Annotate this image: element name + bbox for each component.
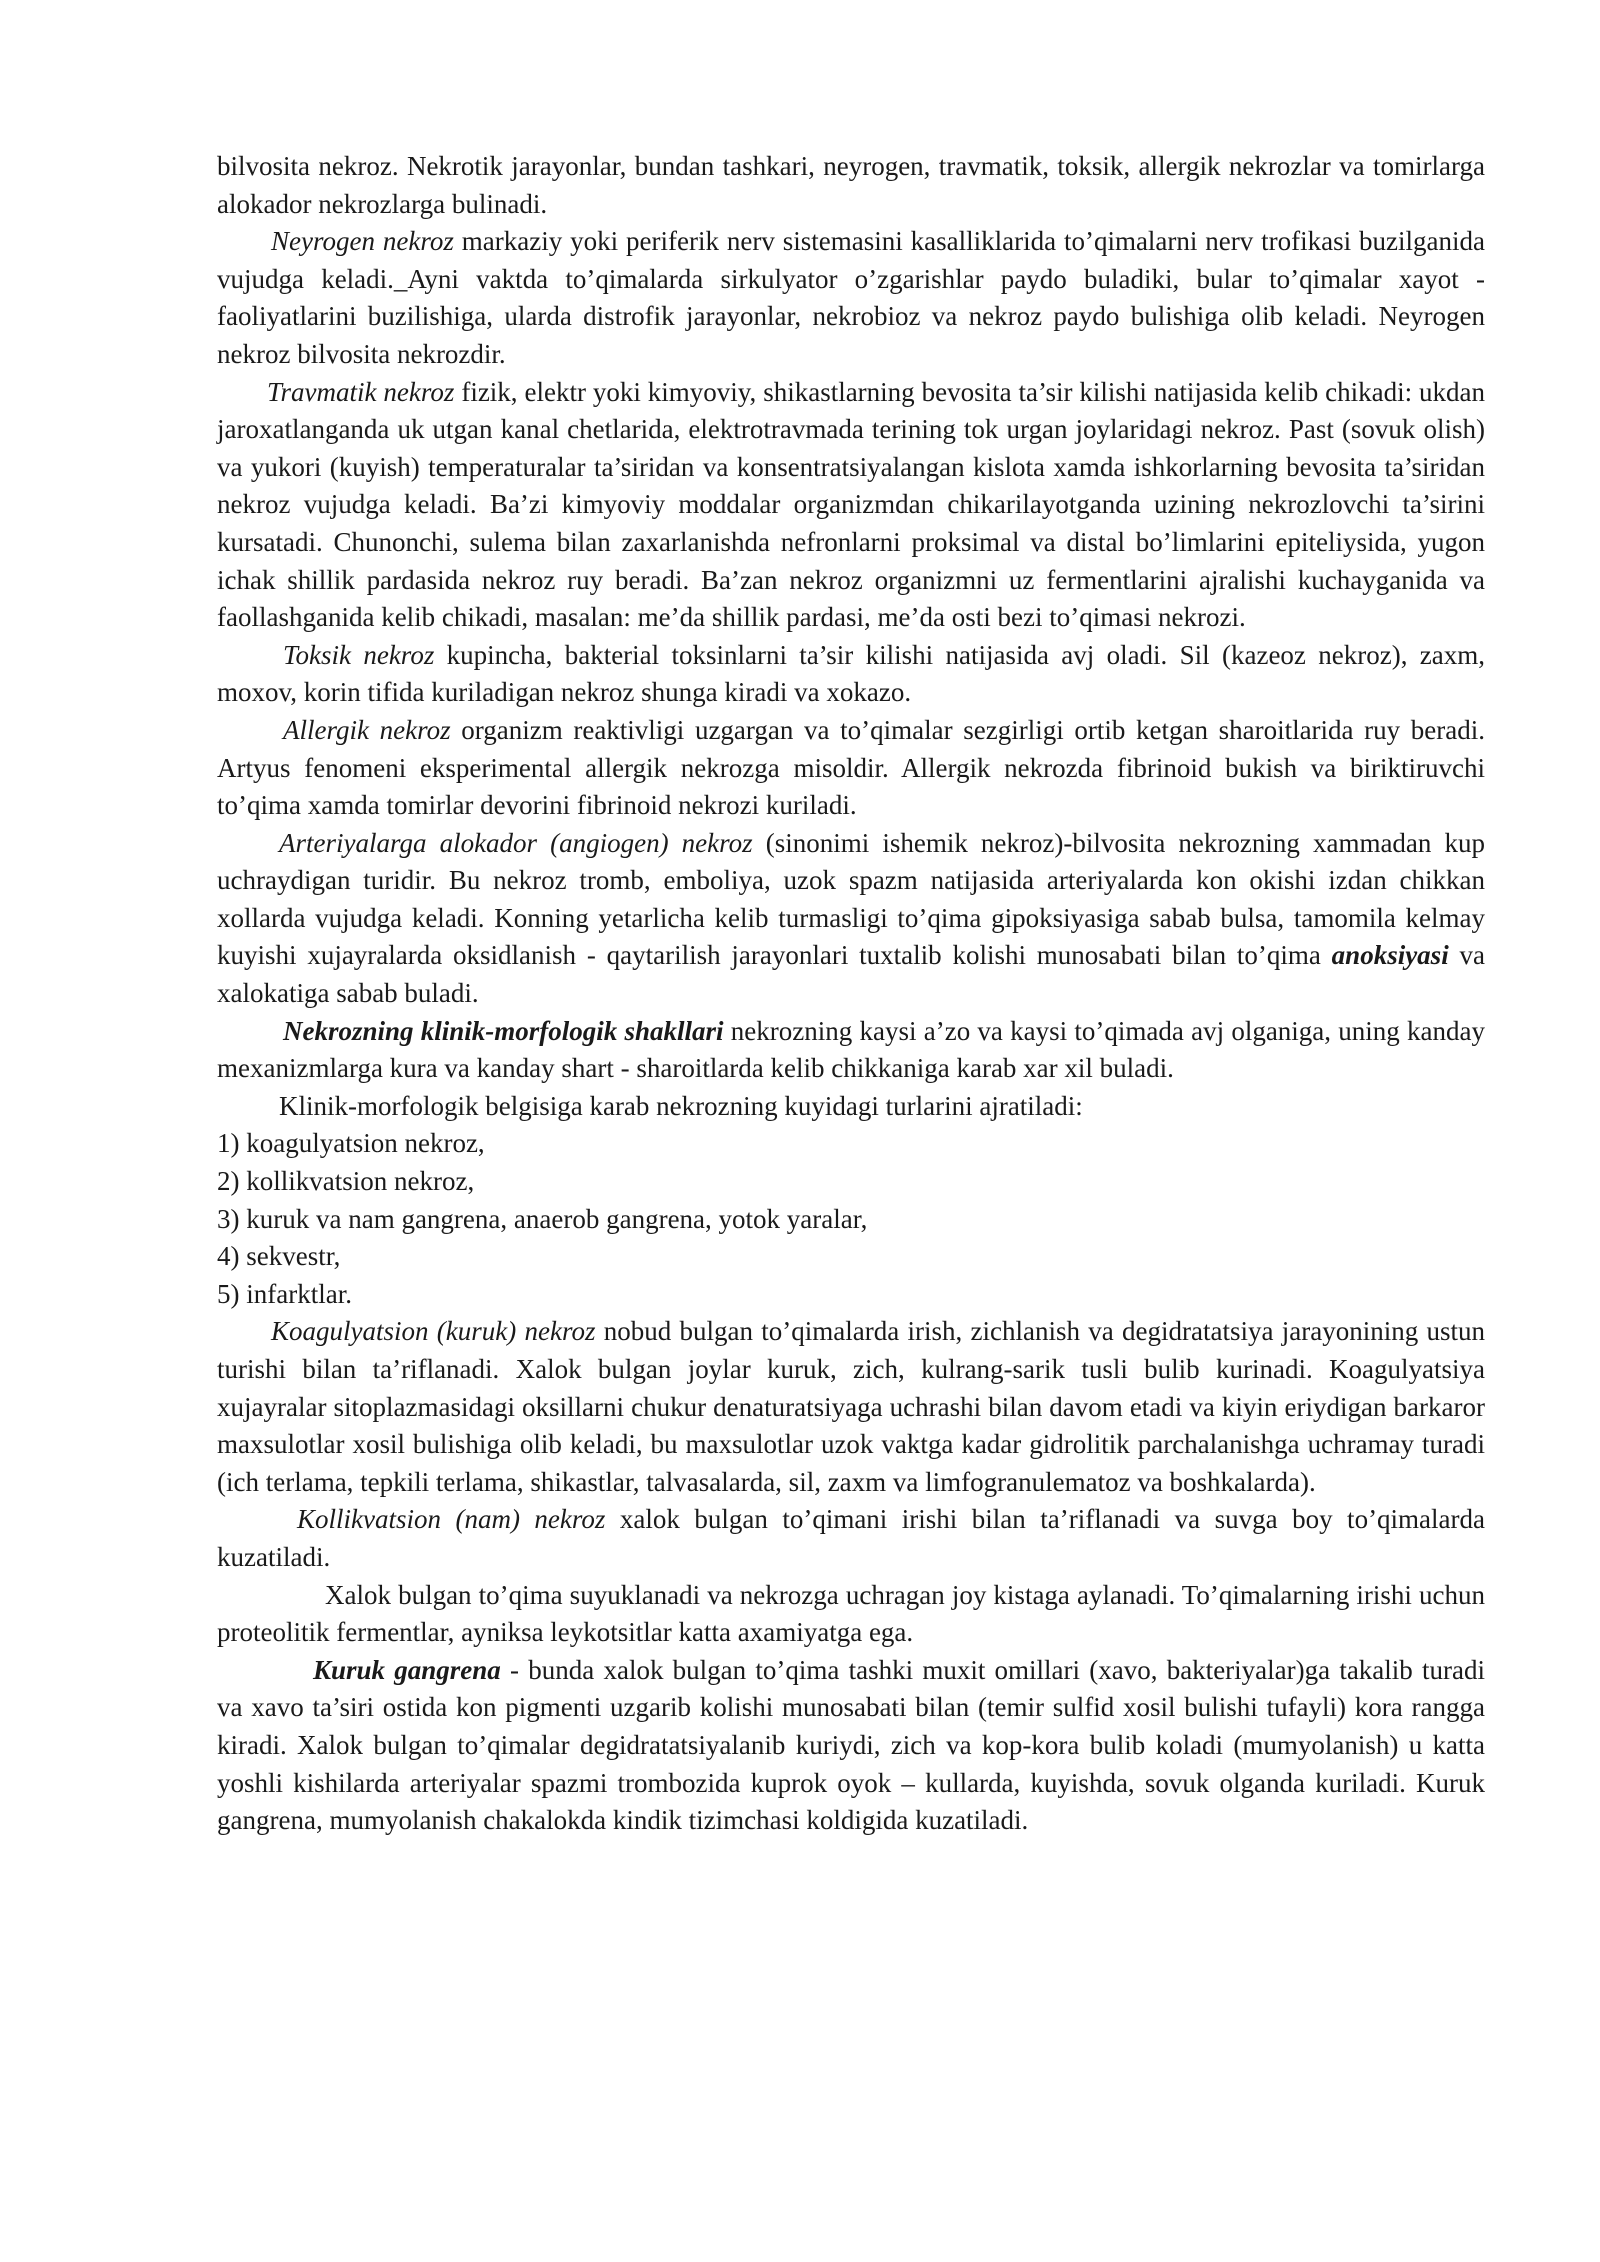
paragraph-text: bilvosita nekroz. Nekrotik jarayonlar, bundan tashkari, neyrogen, travmatik, toksik, allergik nekrozlar va tomirlarga alokador nekrozlarga bulinadi. xyxy=(217,151,1485,219)
term-angiogen-nekroz: Arteriyalarga alokador (angiogen) nekroz xyxy=(279,827,753,858)
paragraph-xalok-tuqima xyxy=(217,1577,1485,1652)
paragraph-text: Xalok bulgan to’qima suyuklanadi va nekrozga uchragan joy kistaga aylanadi. To’qimalarning irishi uchun proteolitik fermentlar, ayniksa leykotsitlar katta axamiyatga ega. xyxy=(217,1579,1485,1648)
paragraph-text: markaziy yoki periferik nerv sistemasini kasalliklarida to’qimalarni nerv trofikasi buzilganida vujudga keladi._Ayni vaktda to’qimalarda sirkulyator o’zgarishlar paydo buladiki, bular to’qimalar xayot - faoliyatlarini buzilishiga, ularda distrofik jarayonlar, nekrobioz va nekroz paydo bulishiga olib keladi. Neyrogen nekroz bilvosita nekrozdir. xyxy=(217,226,1486,369)
emphasis-anoksiyasi: anoksiyasi xyxy=(1331,940,1449,971)
list-item: 3) kuruk va nam gangrena, anaerob gangrena, yotok yaralar, xyxy=(217,1203,868,1234)
paragraph-text: nobud bulgan to’qimalarda irish, zichlanish va degidratatsiya jarayonining ustun turishi bilan ta’riflanadi. Xalok bulgan joylar kuruk, zich, kulrang-sarik tusli bulib kurinadi. Koagulyatsiya xujayralar sitoplazmasidagi oksillarni chukur denaturatsiyaga uchrashi bilan davom etadi va kiyin eriydigan barkaror maxsulotlar xosil bulishiga olib keladi, bu maxsulotlar uzok vaktga kadar gidrolitik parchalanishga uchramay turadi (ich terlama, tepkili terlama, shikastlar, talvasalarda, sil, zaxm va limfogranulematoz va boshkalarda). xyxy=(217,1316,1485,1497)
term-toksik-nekroz: Toksik nekroz xyxy=(283,639,435,670)
paragraph-neyrogen-nekroz xyxy=(217,223,1485,373)
paragraph-angiogen-nekroz xyxy=(217,825,1485,1013)
term-kollikvatsion-nekroz: Kollikvatsion (nam) nekroz xyxy=(297,1504,606,1535)
nekroz-types-list xyxy=(217,1125,1485,1313)
list-item: 4) sekvestr, xyxy=(217,1241,341,1272)
paragraph-koagulyatsion-nekroz xyxy=(217,1313,1485,1501)
document-page xyxy=(217,148,1485,1840)
paragraph-kollikvatsion-nekroz xyxy=(217,1501,1485,1576)
term-koagulyatsion-nekroz: Koagulyatsion (kuruk) nekroz xyxy=(271,1316,596,1347)
paragraph-klinik-morfologik xyxy=(217,1013,1485,1088)
term-neyrogen-nekroz: Neyrogen nekroz xyxy=(271,226,454,257)
paragraph-text: fizik, elektr yoki kimyoviy, shikastlarning bevosita ta’sir kilishi natijasida kelib chikadi: ukdan jaroxatlanganda uk utgan kanal chetlarida, elektrotravmada terining tok urgan joylaridagi nekroz. Past (sovuk olish) va yukori (kuyish) temperaturalar ta’siridan va konsentratsiyalangan kislota xamda ishkorlarning bevosita ta’siridan nekroz vujudga keladi. Ba’zi kimyoviy moddalar organizmdan chikarilayotganda uzining nekrozlovchi ta’sirini kursatadi. Chunonchi, sulema bilan zaxarlanishda nefronlarni proksimal va distal bo’limlarini epiteliysida, yugon ichak shillik pardasida nekroz ruy beradi. Ba’zan nekroz organizmni uz fermentlarini ajralishi kuchayganida va faollashganida kelib chikadi, masalan: me’da shillik pardasi, me’da osti bezi to’qimasi nekrozi. xyxy=(217,376,1485,633)
paragraph-text: Klinik-morfologik belgisiga karab nekrozning kuyidagi turlarini ajratiladi: xyxy=(279,1090,1083,1121)
term-travmatik-nekroz: Travmatik nekroz xyxy=(267,376,455,407)
paragraph-text: (sinonimi ishemik nekroz)-bilvosita nekrozning xammadan kup uchraydigan turidir. Bu nekroz tromb, emboliya, uzok spazm natijasida arteriyalarda kon okishi izdan chikkan xollarda vujudga keladi. Konning yetarlicha kelib turmasligi to’qima gipoksiyasiga sabab bulsa, tamomila kelmay kuyishi xujayralarda oksidlanish - qaytarilish jarayonlari tuxtalib kolishi munosabati bilan to’qima xyxy=(217,827,1485,971)
paragraph-travmatik-nekroz xyxy=(217,374,1485,637)
paragraph-text: kupincha, bakterial toksinlarni ta’sir kilishi natijasida avj oladi. Sil (kazeoz nekroz), zaxm, moxov, korin tifida kuriladigan nekroz shunga kiradi va xokazo. xyxy=(217,639,1485,708)
list-item: 2) kollikvatsion nekroz, xyxy=(217,1166,475,1197)
list-item: 5) infarktlar. xyxy=(217,1278,352,1309)
term-kuruk-gangrena: Kuruk gangrena xyxy=(313,1654,501,1685)
heading-klinik-morfologik: Nekrozning klinik-morfologik shakllari xyxy=(283,1015,724,1046)
paragraph-text: nekrozning kaysi a’zo va kaysi to’qimada avj olganiga, uning kanday mexanizmlarga kura va kanday shart - sharoitlarda kelib chikkaniga karab xar xil buladi. xyxy=(217,1015,1485,1084)
list-item: 1) koagulyatsion nekroz, xyxy=(217,1128,485,1159)
paragraph-intro xyxy=(217,148,1485,223)
paragraph-text: xalok bulgan to’qimani irishi bilan ta’riflanadi va suvga boy to’qimalarda kuzatiladi. xyxy=(217,1504,1486,1572)
paragraph-text: - bunda xalok bulgan to’qima tashki muxit omillari (xavo, bakteriyalar)ga takalib turadi va xavo ta’siri ostida kon pigmenti uzgarib kolishi munosabati bilan (temir sulfid xosil bulishi tufayli) kora rangga kiradi. Xalok bulgan to’qimalar degidratatsiyalanib kuriydi, zich va kop-kora bulib koladi (mumyolanish) u katta yoshli kishilarda arteriyalar spazmi trombozida kuprok oyok – kullarda, kuyishda, sovuk olganda kuriladi. Kuruk gangrena, mumyolanish chakalokda kindik tizimchasi koldigida kuzatiladi. xyxy=(217,1654,1486,1836)
paragraph-allergik-nekroz xyxy=(217,712,1485,825)
paragraph-kuruk-gangrena xyxy=(217,1652,1485,1840)
paragraph-text: organizm reaktivligi uzgargan va to’qimalar sezgirligi ortib ketgan sharoitlarida ruy beradi. Artyus fenomeni eksperimental allergik nekrozga misoldir. Allergik nekrozda fibrinoid bukish va biriktiruvchi to’qima xamda tomirlar devorini fibrinoid nekrozi kuriladi. xyxy=(217,714,1486,821)
paragraph-text: va xalokatiga sabab buladi. xyxy=(217,940,1485,1009)
term-allergik-nekroz: Allergik nekroz xyxy=(283,714,451,745)
paragraph-toksik-nekroz xyxy=(217,637,1485,712)
paragraph-classification xyxy=(217,1088,1485,1126)
